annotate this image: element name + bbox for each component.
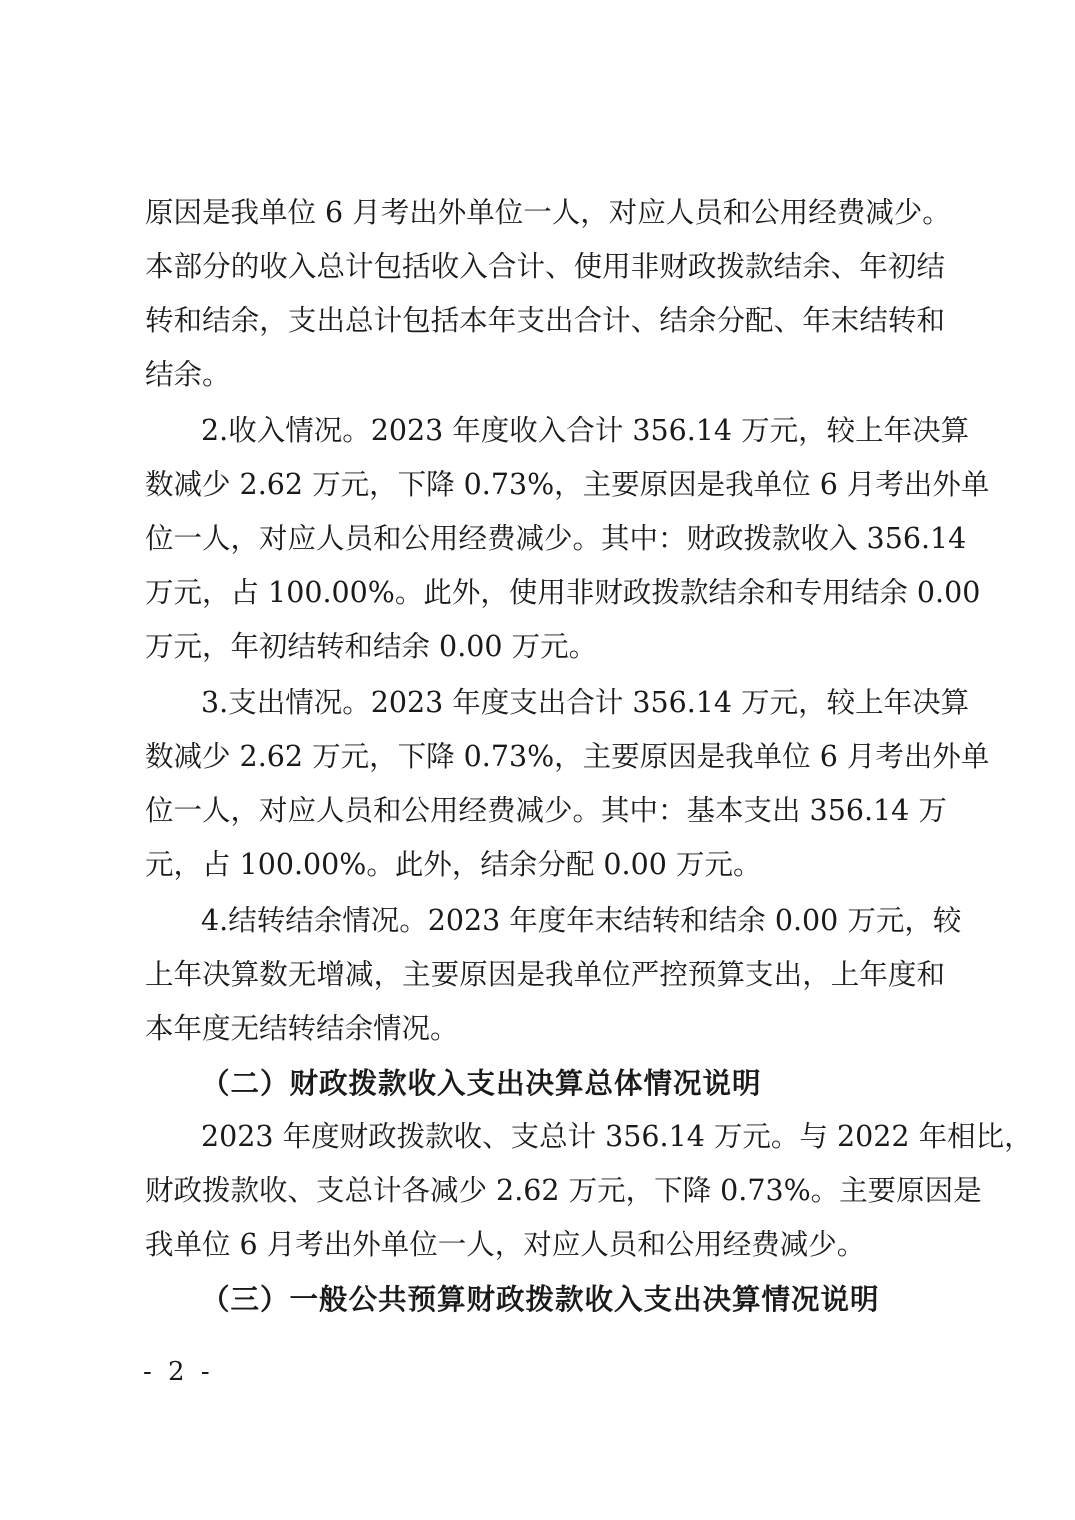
fiscal-appropriation-paragraph-line: 财政拨款收、支总计各减少 2.62 万元，下降 0.73%。主要原因是 — [145, 1174, 982, 1207]
expenditure-paragraph-line: 数减少 2.62 万元，下降 0.73%，主要原因是我单位 6 月考出外单 — [145, 740, 990, 773]
section-heading-2: （二）财政拨款收入支出决算总体情况说明 — [201, 1066, 762, 1100]
paragraph-line: 结余。 — [145, 358, 231, 391]
carryover-paragraph-line: 4.结转结余情况。2023 年度年末结转和结余 0.00 万元，较 — [201, 904, 962, 937]
income-paragraph-line: 万元，年初结转和结余 0.00 万元。 — [145, 630, 598, 663]
income-paragraph-line: 2.收入情况。2023 年度收入合计 356.14 万元，较上年决算 — [201, 414, 970, 447]
expenditure-paragraph-line: 位一人，对应人员和公用经费减少。其中：基本支出 356.14 万 — [145, 794, 947, 827]
carryover-paragraph-line: 上年决算数无增减，主要原因是我单位严控预算支出，上年度和 — [145, 958, 945, 991]
fiscal-appropriation-paragraph-line: 我单位 6 月考出外单位一人，对应人员和公用经费减少。 — [145, 1228, 866, 1261]
income-paragraph-line: 位一人，对应人员和公用经费减少。其中：财政拨款收入 356.14 — [145, 522, 967, 555]
paragraph-line: 转和结余，支出总计包括本年支出合计、结余分配、年末结转和 — [145, 304, 945, 337]
income-paragraph-line: 万元，占 100.00%。此外，使用非财政拨款结余和专用结余 0.00 — [145, 576, 981, 609]
section-heading-3: （三）一般公共预算财政拨款收入支出决算情况说明 — [201, 1282, 880, 1316]
page-number: - 2 - — [143, 1357, 214, 1387]
expenditure-paragraph-line: 元，占 100.00%。此外，结余分配 0.00 万元。 — [145, 848, 762, 881]
paragraph-line: 本部分的收入总计包括收入合计、使用非财政拨款结余、年初结 — [145, 250, 945, 283]
expenditure-paragraph-line: 3.支出情况。2023 年度支出合计 356.14 万元，较上年决算 — [201, 686, 970, 719]
income-paragraph-line: 数减少 2.62 万元，下降 0.73%，主要原因是我单位 6 月考出外单 — [145, 468, 990, 501]
paragraph-line: 原因是我单位 6 月考出外单位一人，对应人员和公用经费减少。 — [145, 196, 951, 229]
fiscal-appropriation-paragraph-line: 2023 年度财政拨款收、支总计 356.14 万元。与 2022 年相比， — [201, 1120, 1033, 1153]
carryover-paragraph-line: 本年度无结转结余情况。 — [145, 1012, 459, 1045]
